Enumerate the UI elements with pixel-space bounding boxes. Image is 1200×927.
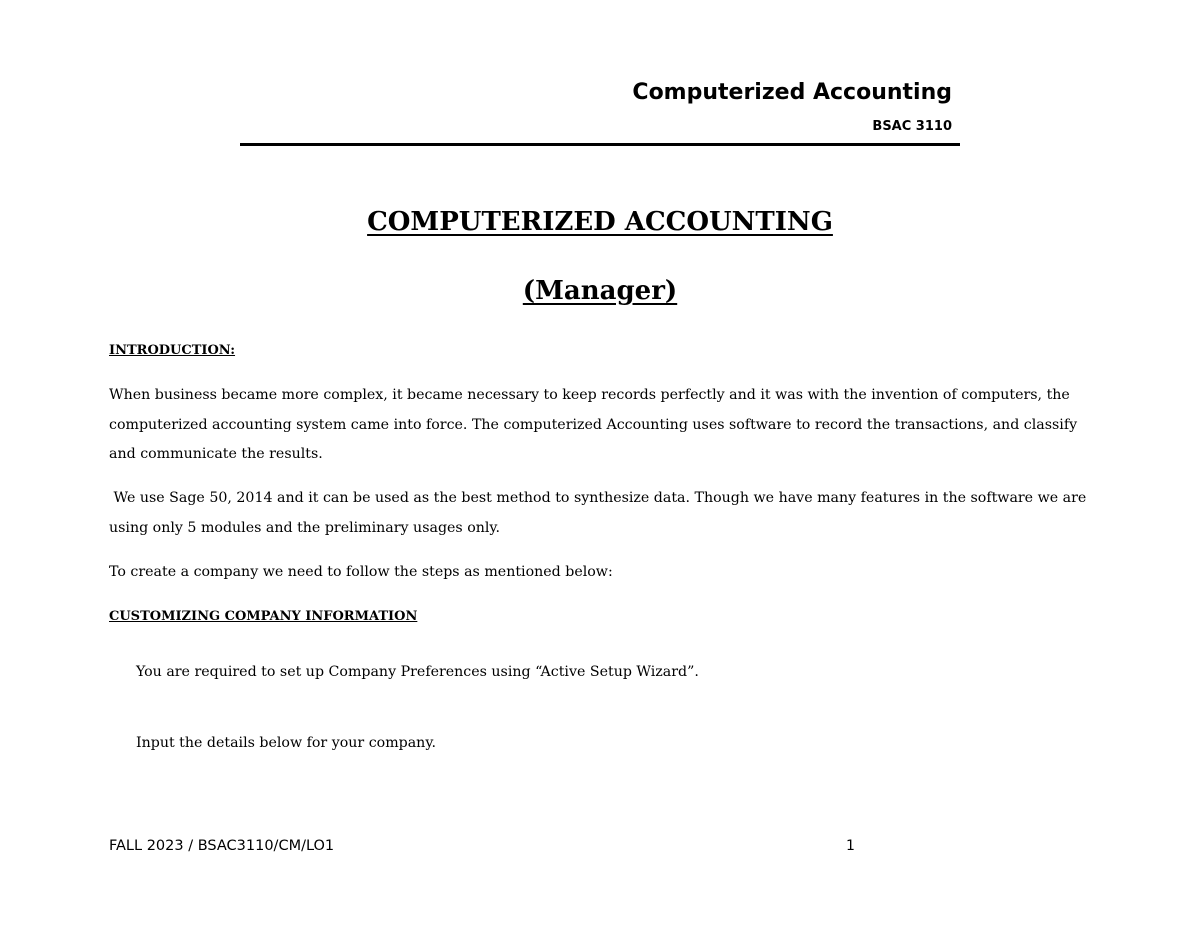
steps-paragraph: To create a company we need to follow the steps as mentioned below:	[109, 564, 613, 580]
document-subtitle: (Manager)	[522, 276, 678, 306]
sage-paragraph: We use Sage 50, 2014 and it can be used as the best method to synthesize data. Though we have many features in the software we are using only 5 modules and the preliminary usages only.	[109, 490, 1091, 536]
footer-course-info: FALL 2023 / BSAC3110/CM/LO1	[109, 838, 335, 854]
instruction-input-details: Input the details below for your company.	[136, 735, 436, 751]
introduction-heading: INTRODUCTION:	[109, 343, 236, 358]
header-divider	[240, 143, 960, 146]
document-title: COMPUTERIZED ACCOUNTING	[367, 207, 833, 237]
header-title: Computerized Accounting	[632, 80, 952, 105]
customizing-heading: CUSTOMIZING COMPANY INFORMATION	[109, 609, 418, 624]
introduction-paragraph: When business became more complex, it became necessary to keep records perfectly and it was with the invention of computers, the computerized accounting system came into force. The computerized Accounting uses software to record the transactions, and classify and communicate the results.	[109, 387, 1078, 462]
header-course-code: BSAC 3110	[872, 119, 952, 134]
page-number: 1	[846, 838, 855, 854]
instruction-setup-wizard: You are required to set up Company Preferences using “Active Setup Wizard”.	[136, 664, 699, 680]
